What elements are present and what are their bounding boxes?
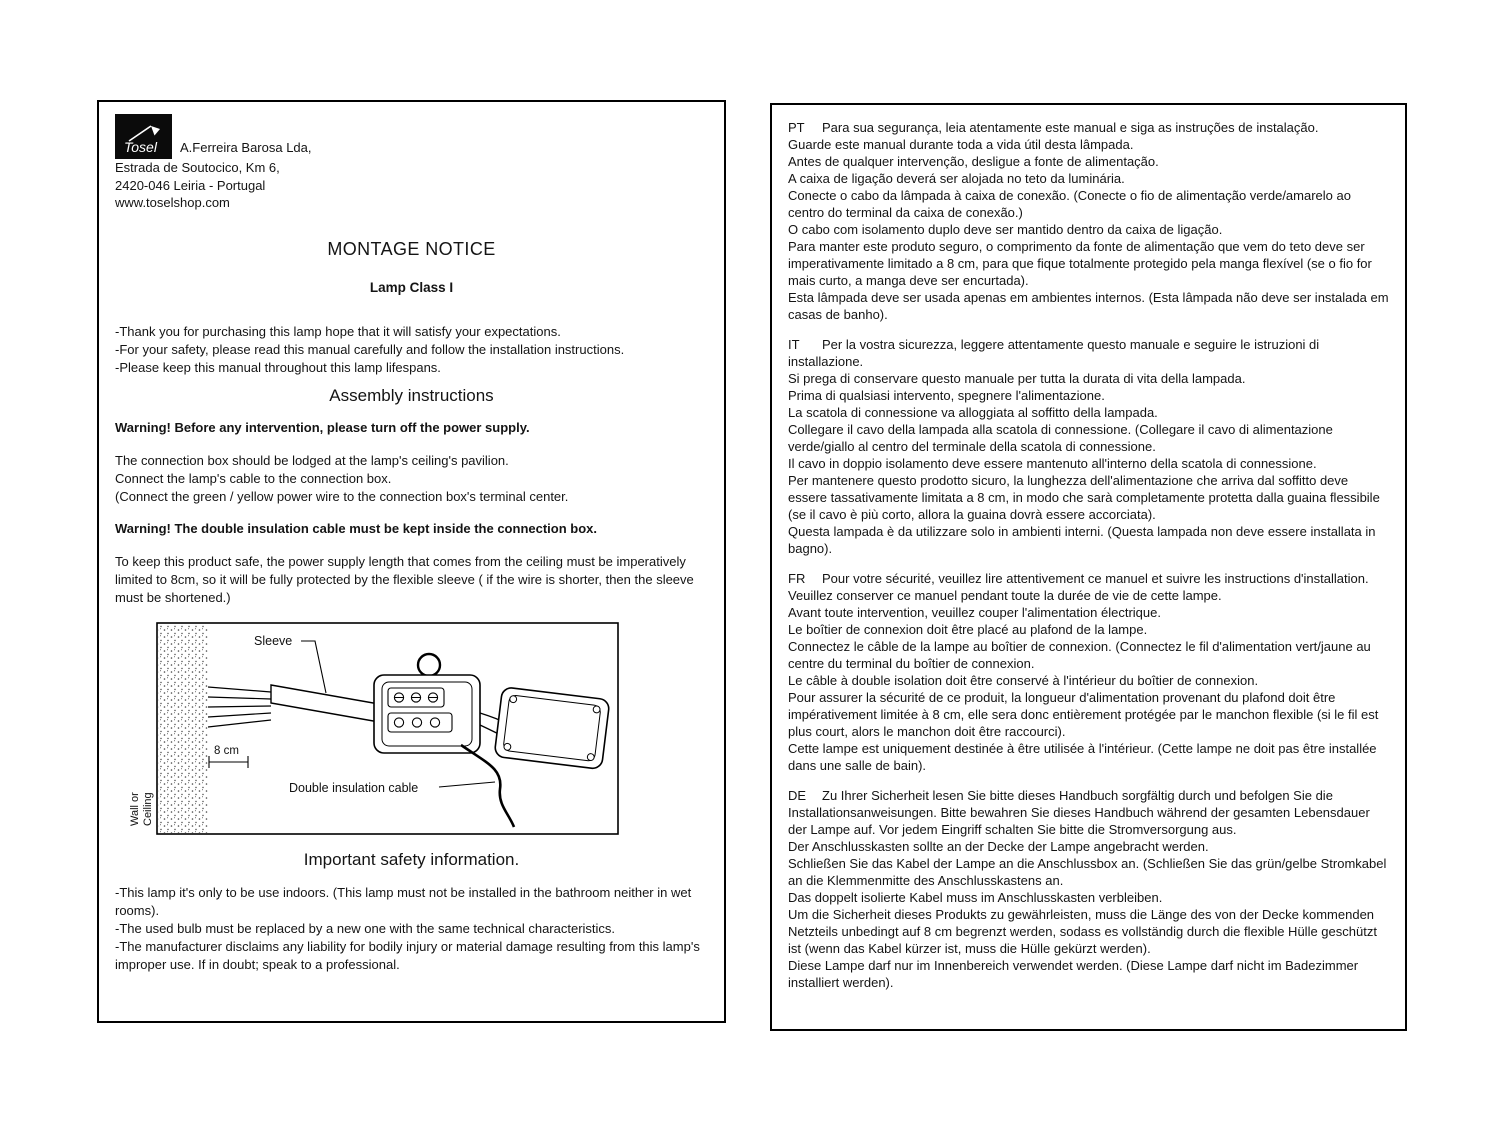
company-name: A.Ferreira Barosa Lda, — [180, 140, 312, 155]
section-it — [788, 336, 1389, 557]
text-line: Prima di qualsiasi intervento, spegnere l'alimentazione. — [788, 388, 1105, 403]
safety-heading: Important safety information. — [303, 849, 520, 869]
assembly-line: The connection box should be lodged at the lamp's ceiling's pavilion. — [115, 452, 509, 468]
text-line: La scatola di connessione va alloggiata al soffitto della lampada. — [788, 405, 1158, 420]
text-line: Le boîtier de connexion doit être placé au plafond de la lampe. — [788, 622, 1148, 637]
intro-line: -For your safety, please read this manual carefully and follow the installation instructions. — [115, 341, 625, 357]
text-line: Para manter este produto seguro, o comprimento da fonte de alimentação que vem do teto deve ser imperativamente limitado a 8 cm, para que fique totalmente protegido pela manga flexível (se o fio for mais curto, a manga deve ser encurtada). — [788, 239, 1372, 288]
tosel-logo-icon — [115, 114, 172, 159]
wall-hatch — [158, 624, 208, 833]
text-line: Um die Sicherheit dieses Produkts zu gewährleisten, muss die Länge des von der Decke kommenden Netzteils unbedingt auf 8 cm begrenzt werden, sodass es vollständig durch die flexible Hülle geschützt ist (wenn das Kabel kürzer ist, muss die Hülle gekürzt werden). — [788, 907, 1377, 956]
company-header — [115, 114, 708, 159]
text-line: Avant toute intervention, veuillez couper l'alimentation électrique. — [788, 605, 1161, 620]
lang-code-fr: FR — [788, 571, 806, 586]
text-line: Pour assurer la sécurité de ce produit, la longueur d'alimentation provenant du plafond doit être impérativement limitée à 8 cm, elle sera donc entièrement protégée par le manchon flexible (si le fil est plus court, alors le manchon doit être raccourci). — [788, 690, 1379, 739]
text-line: Conecte o cabo da lâmpada à caixa de conexão. (Conecte o fio de alimentação verde/amarelo ao centro do terminal da caixa de conexão.) — [788, 188, 1351, 220]
company-website: www.toselshop.com — [115, 195, 230, 210]
lang-code-it: IT — [788, 337, 800, 352]
text-line: Il cavo in doppio isolamento deve essere mantenuto all'interno della scatola di connessione. — [788, 456, 1317, 471]
assembly-heading: Assembly instructions — [329, 385, 494, 405]
text-line: Das doppelt isolierte Kabel muss im Anschlusskasten verbleiben. — [788, 890, 1163, 905]
text-line: Guarde este manual durante toda a vida útil desta lâmpada. — [788, 137, 1134, 152]
text-line: Der Anschlusskasten sollte an der Decke der Lampe angebracht werden. — [788, 839, 1209, 854]
lang-code-pt: PT — [788, 120, 805, 135]
left-page-content — [99, 102, 724, 974]
intro-block — [115, 323, 708, 377]
safety-line: -This lamp it's only to be use indoors. (This lamp must not be installed in the bathroom neither in wet rooms). — [115, 884, 692, 918]
text-line: O cabo com isolamento duplo deve ser mantido dentro da caixa de ligação. — [788, 222, 1223, 237]
text-line: Cette lampe est uniquement destinée à être utilisée à l'intérieur. (Cette lampe ne doit pas être installée dans une salle de bain). — [788, 741, 1377, 773]
right-page — [770, 103, 1407, 1031]
text-line: A caixa de ligação deverá ser alojada no teto da luminária. — [788, 171, 1125, 186]
wall-label-line2: Ceiling — [142, 791, 154, 826]
logo-text: Tosel — [124, 139, 157, 155]
section-de — [788, 787, 1389, 991]
line-text: Per la vostra sicurezza, leggere attentamente questo manuale e seguire le istruzioni di installazione. — [788, 337, 1320, 369]
text-line: Schließen Sie das Kabel der Lampe an die Anschlussbox an. (Schließen Sie das grün/gelbe Stromkabel an die Klemmenmitte des Anschlusskastens an. — [788, 856, 1387, 888]
text-line: Diese Lampe darf nur im Innenbereich verwendet werden. (Diese Lampe darf nicht im Badezimmer installiert werden). — [788, 958, 1359, 990]
text-line: Connectez le câble de la lampe au boîtier de connexion. (Connectez le fil d'alimentation vert/jaune au centre du terminal du boîtier de connexion. — [788, 639, 1371, 671]
intro-line: -Please keep this manual throughout this lamp lifespans. — [115, 359, 441, 375]
intro-line: -Thank you for purchasing this lamp hope that it will satisfy your expectations. — [115, 323, 561, 339]
wall-label-line1: Wall or — [129, 791, 141, 826]
safety-block — [115, 884, 708, 974]
assembly-diagram — [121, 621, 621, 836]
right-page-content — [772, 105, 1405, 1018]
lid-plate — [494, 686, 610, 769]
text-line: Le câble à double isolation doit être conservé à l'intérieur du boîtier de connexion. — [788, 673, 1259, 688]
text-line — [788, 336, 1389, 370]
tosel-logo — [115, 114, 172, 159]
line-text: Para sua segurança, leia atentamente este manual e siga as instruções de instalação. — [822, 120, 1319, 135]
dimension-label: 8 cm — [214, 744, 239, 757]
text-line — [788, 119, 1389, 136]
left-page — [97, 100, 726, 1023]
assembly-line: Connect the lamp's cable to the connection box. — [115, 470, 392, 486]
sleeve-label: Sleeve — [254, 633, 293, 648]
assembly-paragraph: To keep this product safe, the power supply length that comes from the ceiling must be imperatively limited to 8cm, so it will be fully protected by the flexible sleeve ( if the wire is shorter, then the sleeve must be shortened.) — [115, 553, 694, 605]
page-title: MONTAGE NOTICE — [327, 238, 496, 259]
text-line: Per mantenere questo prodotto sicuro, la lunghezza dell'alimentazione che arriva dal soffitto deve essere tassativamente limitata a 8 cm, in modo che sarà completamente protetta dalla guaina flessibile (se il cavo è più corto, allora la guaina dovrà essere accorciata). — [788, 473, 1380, 522]
text-line: Questa lampada è da utilizzare solo in ambienti interni. (Questa lampada non deve essere installata in bagno). — [788, 524, 1376, 556]
warning-power-supply: Warning! Before any intervention, please turn off the power supply. — [115, 419, 530, 435]
safety-line: -The manufacturer disclaims any liability for bodily injury or material damage resulting from this lamp's improper use. If in doubt; speak to a professional. — [115, 938, 700, 972]
line-text: Pour votre sécurité, veuillez lire attentivement ce manuel et suivre les instructions d'installation. Veuillez conserver ce manuel pendant toute la durée de vie de cette lampe. — [788, 571, 1369, 603]
lang-code-de: DE — [788, 788, 807, 803]
text-line: Collegare il cavo della lampada alla scatola di connessione. (Collegare il cavo di alimentazione verde/giallo al centro del terminale della scatola di connessione. — [788, 422, 1333, 454]
safety-line: -The used bulb must be replaced by a new one with the same technical characteristics. — [115, 920, 616, 936]
section-pt — [788, 119, 1389, 323]
cable-label: Double insulation cable — [289, 780, 419, 795]
text-line: Si prega di conservare questo manuale per tutta la durata di vita della lampada. — [788, 371, 1246, 386]
company-address-line1: Estrada de Soutocico, Km 6, — [115, 160, 280, 175]
company-address-line2: 2420-046 Leiria - Portugal — [115, 177, 266, 193]
assembly-line: (Connect the green / yellow power wire to the connection box's terminal center. — [115, 488, 569, 504]
text-line: Antes de qualquer intervenção, desligue a fonte de alimentação. — [788, 154, 1159, 169]
text-line — [788, 570, 1389, 604]
section-fr — [788, 570, 1389, 774]
text-line: Esta lâmpada deve ser usada apenas em ambientes internos. (Esta lâmpada não deve ser instalada em casas de banho). — [788, 290, 1389, 322]
lamp-class-subtitle: Lamp Class I — [369, 279, 454, 295]
assembly-instructions-block — [115, 452, 708, 506]
text-line — [788, 787, 1389, 838]
line-text: Zu Ihrer Sicherheit lesen Sie bitte dieses Handbuch sorgfältig durch und befolgen Sie die Installationsanweisungen. Bitte bewahren Sie dieses Handbuch während der gesamten Lebensdauer der Lampe auf. Vor jedem Eingriff schalten Sie bitte die Stromversorgung aus. — [788, 788, 1370, 837]
warning-insulation-cable: Warning! The double insulation cable must be kept inside the connection box. — [115, 520, 598, 536]
